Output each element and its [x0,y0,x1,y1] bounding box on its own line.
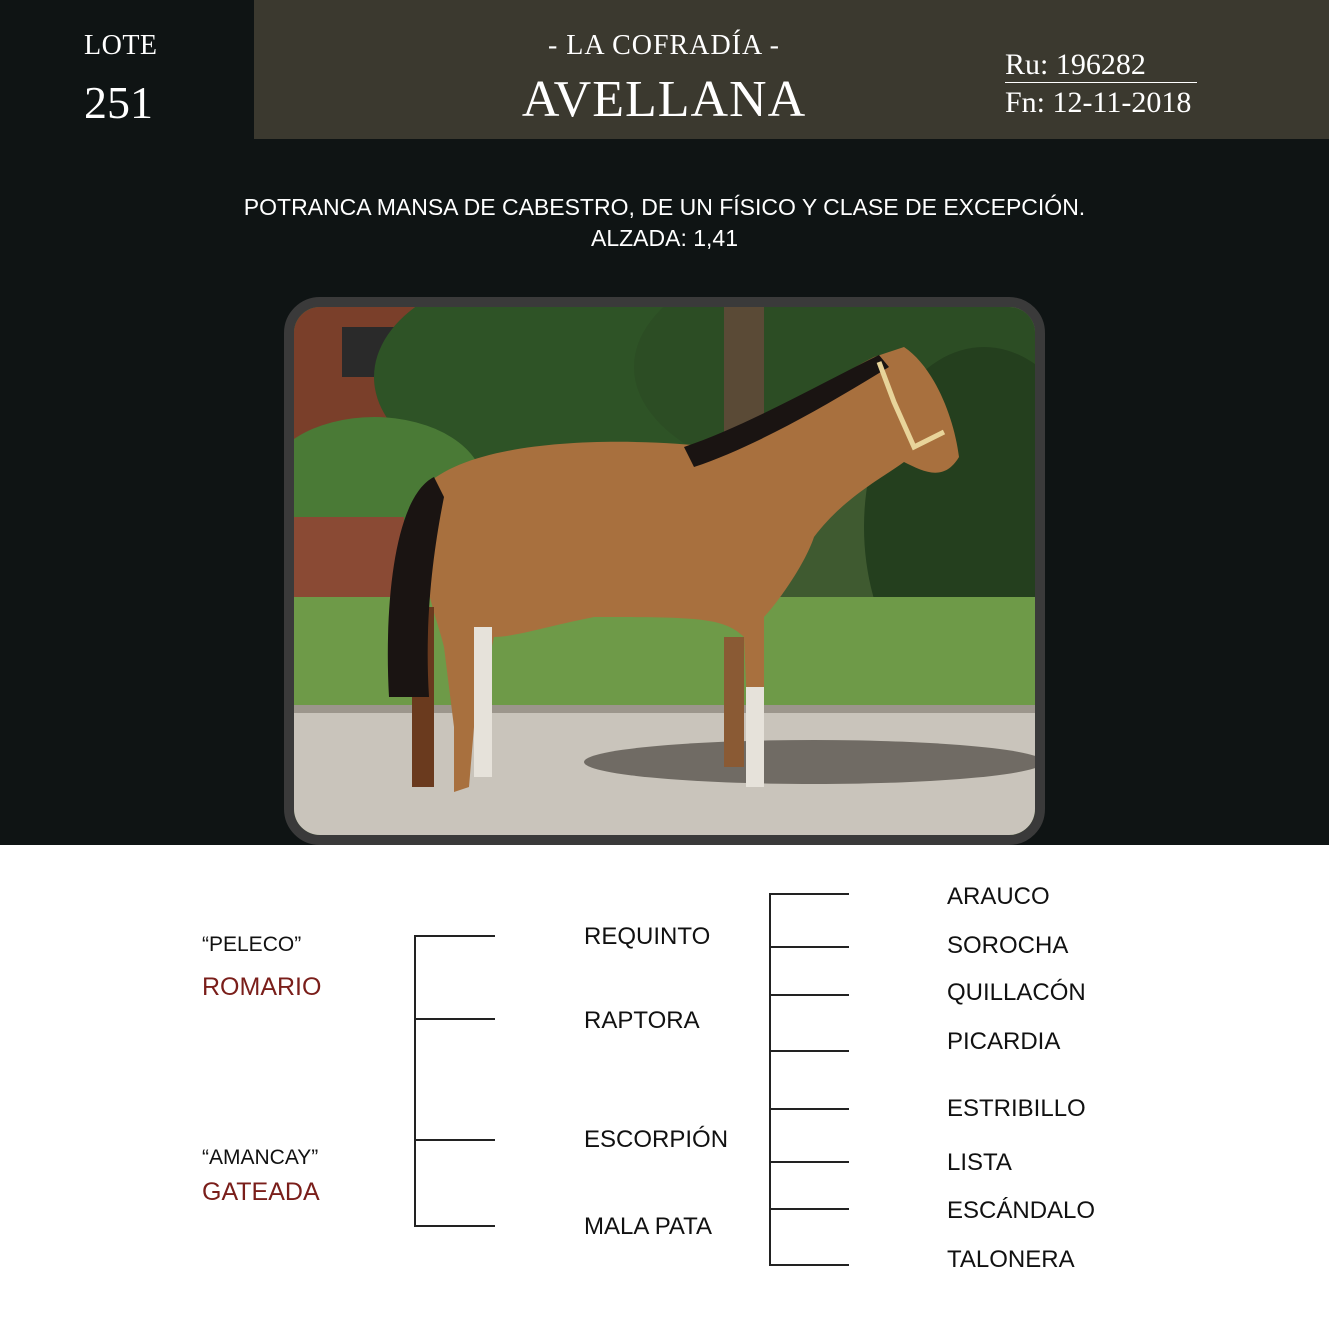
grandparent-3: ESCORPIÓN [584,1126,729,1153]
bracket-line [769,1264,849,1266]
bracket-line [769,1108,849,1110]
horse-photo [284,297,1045,845]
lot-box [0,0,254,139]
bracket-line [769,946,849,948]
breeder-name: - LA COFRADÍA - [547,30,780,61]
grandparent-2: RAPTORA [584,1007,700,1034]
sire-bracket [414,935,416,1019]
header-banner [254,0,1329,139]
dam-bracket [414,1139,416,1226]
horse-illustration [294,307,1035,835]
lot-label: LOTE [84,30,158,61]
great-grandparent-3: QUILLACÓN [947,979,1086,1006]
great-grandparent-2: SOROCHA [947,932,1069,959]
registry-number: Ru: 196282 [1005,48,1197,83]
bracket-line [769,893,849,895]
sire-name: ROMARIO [202,973,322,1001]
dam-name: GATEADA [202,1178,320,1206]
bracket-connector [414,1018,416,1139]
great-grandparent-4: PICARDIA [947,1028,1061,1055]
sire-nickname: “PELECO” [202,933,302,956]
bracket-line [414,1139,495,1141]
grandparent-4: MALA PATA [584,1213,713,1240]
great-grandparent-8: TALONERA [947,1246,1075,1273]
bracket-line [414,1225,495,1227]
bracket-line [769,1208,849,1210]
bracket-line [769,994,849,996]
bracket-line [769,1161,849,1163]
great-grandparent-1: ARAUCO [947,883,1050,910]
grandparent-1: REQUINTO [584,923,711,950]
bracket-line [414,935,495,937]
description [0,192,1329,254]
bracket-line [769,1050,849,1052]
description-line-2: ALZADA: 1,41 [590,225,739,251]
horse-name: AVELLANA [521,71,807,128]
bracket-line [414,1018,495,1020]
description-line-1: POTRANCA MANSA DE CABESTRO, DE UN FÍSICO Y CLASE DE EXCEPCIÓN. [243,194,1086,220]
lot-number: 251 [84,77,153,128]
great-grandparent-5: ESTRIBILLO [947,1095,1086,1122]
dam-nickname: “AMANCAY” [202,1146,319,1169]
great-grandparent-7: ESCÁNDALO [947,1197,1096,1224]
birth-date: Fn: 12-11-2018 [1005,86,1192,119]
great-grandparent-6: LISTA [947,1149,1012,1176]
